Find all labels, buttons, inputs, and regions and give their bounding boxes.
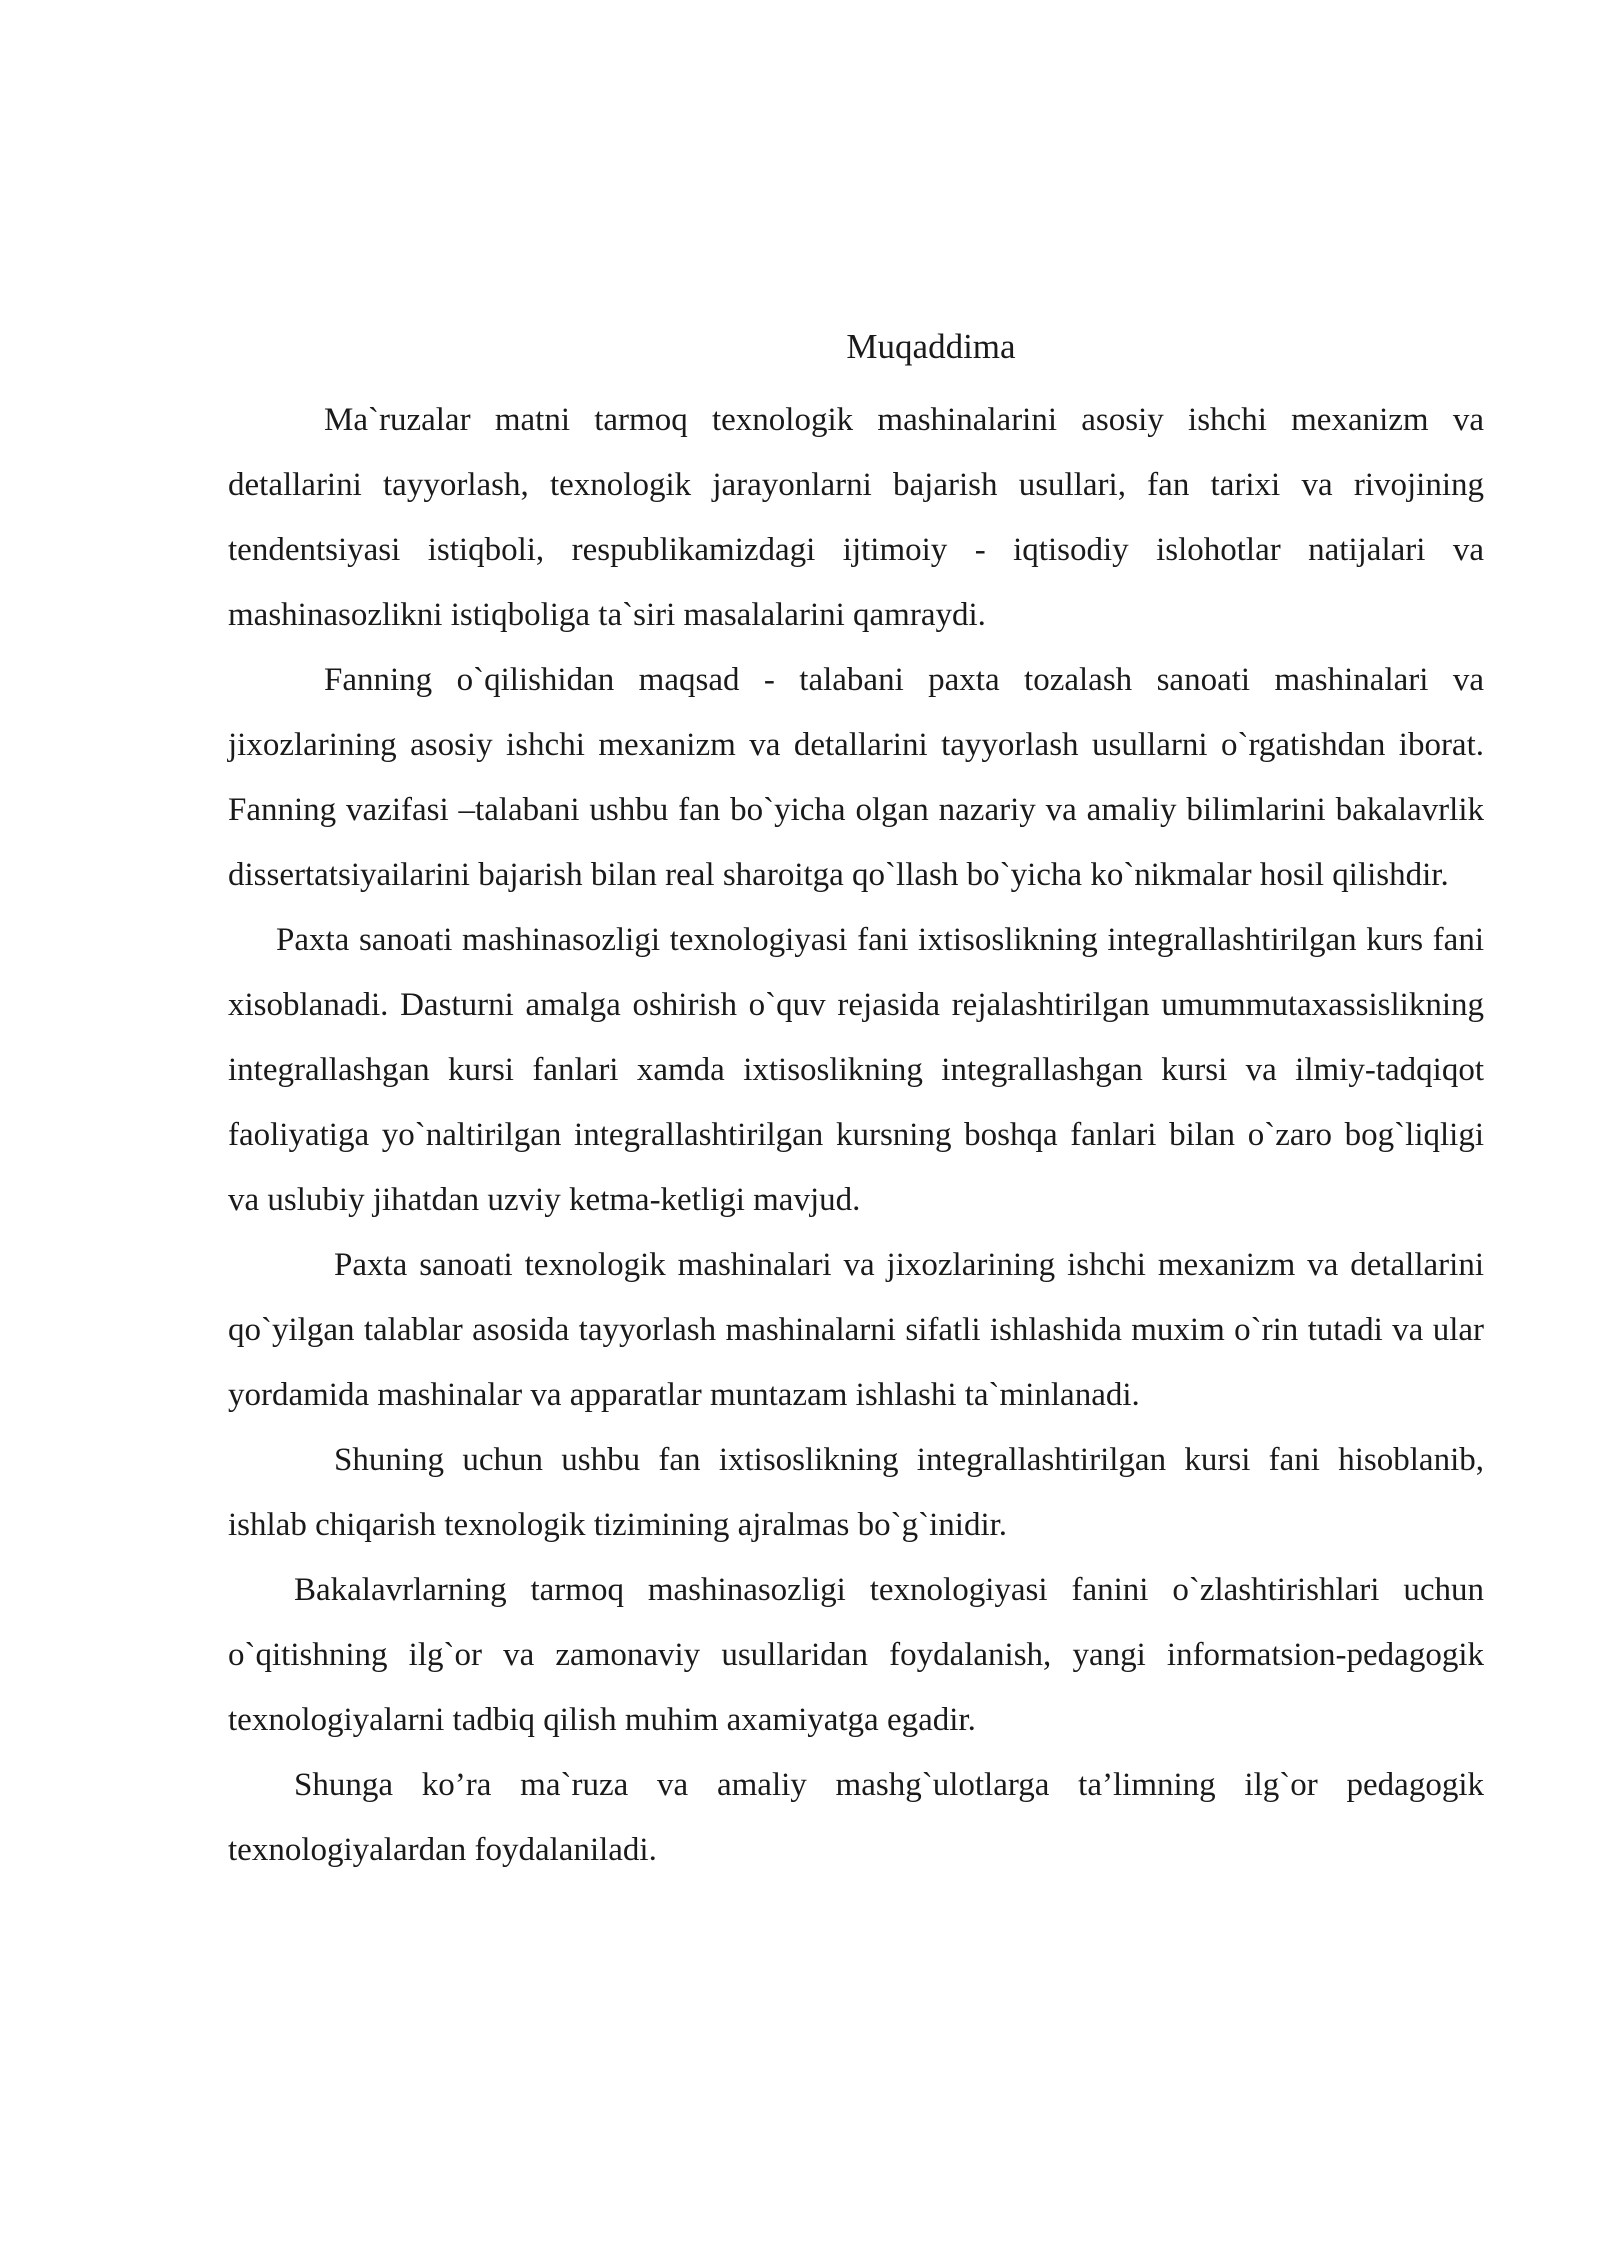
paragraph-5: Shuning uchun ushbu fan ixtisoslikning integrallashtirilgan kursi fani hisoblanib, ishlab chiqarish texnologik tizimining ajralmas bo`g`inidir. — [228, 1442, 1484, 1543]
document-body — [228, 322, 1484, 1883]
paragraph-2: Fanning o`qilishidan maqsad - talabani paxta tozalash sanoati mashinalari va jixozlarining asosiy ishchi mexanizm va detallarini tayyorlash usullarni o`rgatishdan iborat. Fanning vazifasi –talabani ushbu fan bo`yicha olgan nazariy va amaliy bilimlarini bakalavrlik dissertatsiyailarini bajarish bilan real sharoitga qo`llash bo`yicha ko`nikmalar hosil qilishdir. — [228, 662, 1484, 893]
paragraph-3: Paxta sanoati mashinasozligi texnologiyasi fani ixtisoslikning integrallashtirilgan kurs fani xisoblanadi. Dasturni amalga oshirish o`quv rejasida rejalashtirilgan umummutaxassislikning integrallashgan kursi fanlari xamda ixtisoslikning integrallashgan kursi va ilmiy-tadqiqot faoliyatiga yo`naltirilgan integrallashtirilgan kursning boshqa fanlari bilan o`zaro bog`liqligi va uslubiy jihatdan uzviy ketma-ketligi mavjud. — [228, 922, 1484, 1218]
paragraph-1: Ma`ruzalar matni tarmoq texnologik mashinalarini asosiy ishchi mexanizm va detallarini tayyorlash, texnologik jarayonlarni bajarish usullari, fan tarixi va rivojining tendentsiyasi istiqboli, respublikamizdagi ijtimoiy - iqtisodiy islohotlar natijalari va mashinasozlikni istiqboliga ta`siri masalalarini qamraydi. — [228, 402, 1484, 633]
document-title: Muqaddima — [846, 327, 1016, 366]
paragraph-4: Paxta sanoati texnologik mashinalari va jixozlarining ishchi mexanizm va detallarini qo`yilgan talablar asosida tayyorlash mashinalarni sifatli ishlashida muxim o`rin tutadi va ular yordamida mashinalar va apparatlar muntazam ishlashi ta`minlanadi. — [228, 1247, 1484, 1413]
paragraph-6: Bakalavrlarning tarmoq mashinasozligi texnologiyasi fanini o`zlashtirishlari uchun o`qitishning ilg`or va zamonaviy usullaridan foydalanish, yangi informatsion-pedagogik texnologiyalarni tadbiq qilish muhim axamiyatga egadir. — [228, 1572, 1484, 1738]
paragraph-7: Shunga ko’ra ma`ruza va amaliy mashg`ulotlarga ta’limning ilg`or pedagogik texnologiyalardan foydalaniladi. — [228, 1767, 1484, 1868]
